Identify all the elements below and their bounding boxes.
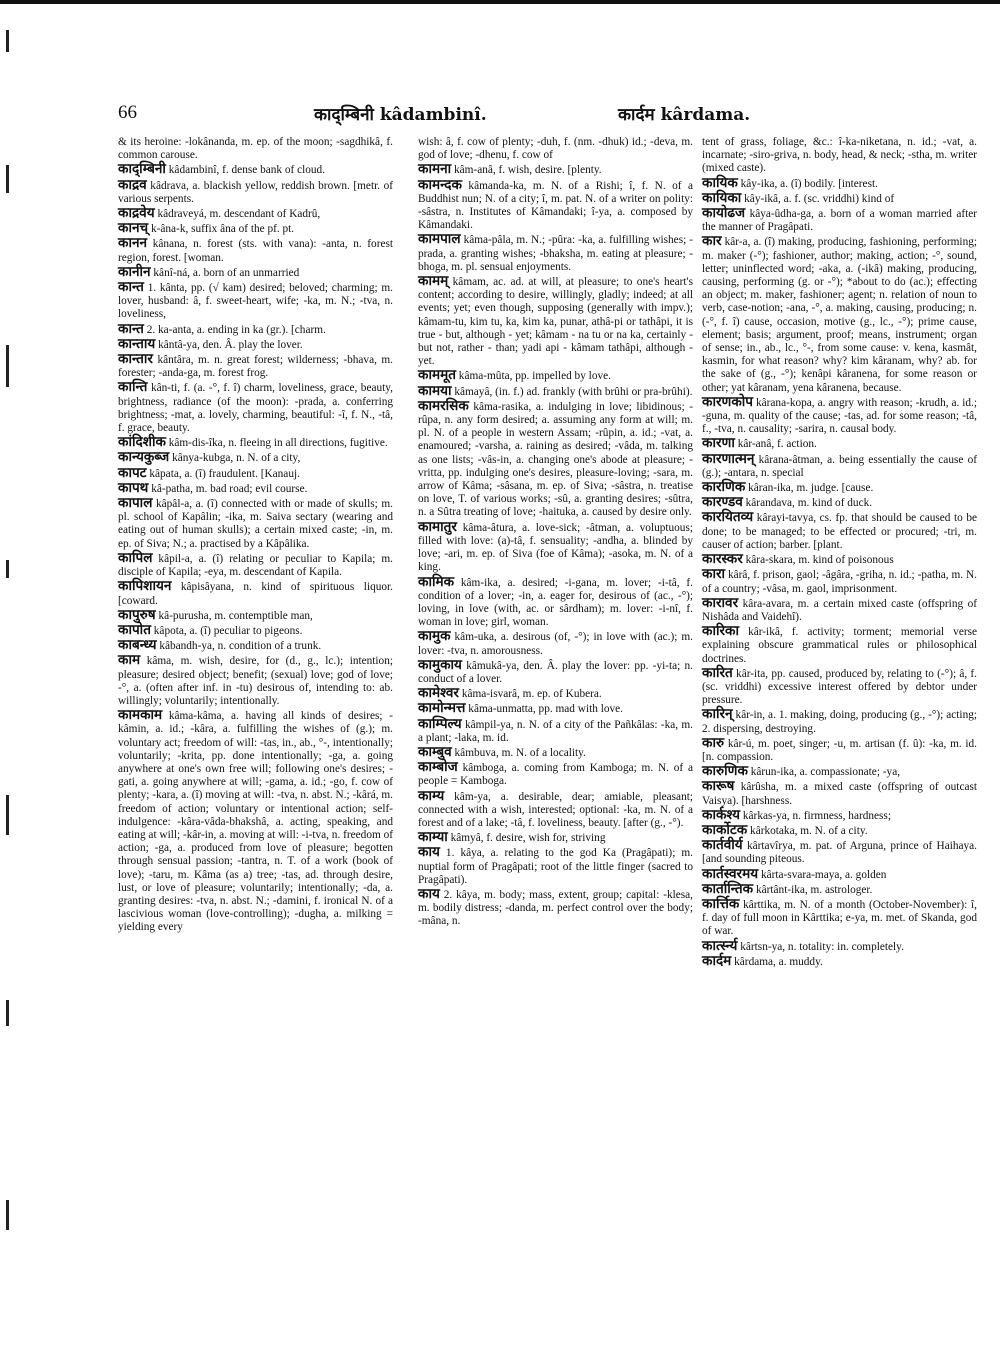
entry-headword: कारु: [702, 734, 725, 751]
dictionary-entry: [418, 382, 693, 399]
dictionary-entry: [702, 207, 977, 234]
entry-headword: काम्या: [418, 829, 448, 846]
dictionary-entry: [702, 174, 977, 191]
entry-definition: kâma, m. wish, desire, for (d., g., lc.); intention; pleasure; desired object; benefit; (sexual) love; god of love; -°, a. (often after inf. in -tu) desirous of, intending to: ab. willingly; voluntarily; intentionally.: [118, 655, 393, 707]
entry-headword: कानच्: [118, 220, 149, 237]
entry-definition: kâdambinî, f. dense bank of cloud.: [168, 164, 326, 177]
dictionary-entry: [702, 708, 977, 735]
entry-definition: wish: â, f. cow of plenty; -duh, f. (nm. -dhuk) id.; -deva, m. god of love; -dhenu, f. cow of: [418, 136, 693, 162]
entry-definition: kânya-kubga, n. N. of a city,: [172, 452, 301, 465]
entry-definition: kântâ-ya, den. Â. play the lover.: [158, 338, 303, 351]
dictionary-entry: [118, 436, 393, 450]
entry-headword: कारा: [702, 566, 726, 583]
dictionary-entry: [418, 233, 693, 274]
entry-headword: कार्कोटक: [702, 821, 748, 838]
dictionary-entry: [418, 630, 693, 657]
entry-definition: kârtavîrya, m. pat. of Arguna, prince of Haihaya. [and sounding piteous.: [702, 840, 977, 866]
entry-definition: kâr-in, a. 1. making, doing, producing (g., -°); acting; 2. dispersing, destroying.: [702, 709, 978, 735]
dictionary-entry: [702, 511, 977, 552]
dictionary-entry: [702, 437, 977, 451]
entry-definition: kârayi-tavya, cs. fp. that should be caused to be done; to be managed; to be effected or procured; -tri, m. causer of action; barber. [plant.: [702, 512, 977, 551]
entry-headword: कापोत: [118, 621, 151, 638]
entry-definition: kâpata, a. (î) fraudulent. [Kanauj.: [149, 467, 300, 480]
entry-definition: kâr-ú, m. poet, singer; -u, m. artisan (f. û): -ka, m. id. [n. compassion.: [702, 737, 977, 763]
entry-definition: kâbandh-ya, n. condition of a trunk.: [159, 640, 322, 653]
entry-headword: कारित: [702, 664, 733, 681]
dictionary-entry: [418, 743, 693, 760]
dictionary-entry: [702, 765, 977, 779]
column-3: [702, 136, 977, 970]
entry-definition: kâm-ika, a. desired; -i-gana, m. lover; -i-tâ, f. condition of a lover; -in, a. eager for, desirous of (ac., -°); loving, in love (with, ac. or sârdham); m. lover: -i-nî, f. woman in love; girl, woman.: [418, 576, 693, 629]
dictionary-entry: [418, 176, 693, 233]
entry-headword: कान्तार: [118, 351, 153, 368]
entry-headword: काम्पिल्य: [418, 715, 462, 732]
entry-definition: kârkotaka, m. N. of a city.: [750, 824, 868, 837]
entry-headword: कारिन्: [702, 706, 733, 723]
dictionary-entry: [118, 639, 393, 653]
entry-headword: काम्बुव: [418, 743, 452, 760]
dictionary-entry: [702, 952, 977, 969]
entry-definition: kâya-ûdha-ga, a. born of a woman married after the manner of Pragâpati.: [702, 208, 978, 234]
entry-definition: kâmam, ac. ad. at will, at pleasure; to one's heart's content; according to desire, willingly, gladly; indeed; at all events; yet; even though, supposing (generally with impv.); kâmam-tu, kim tu, ka, kim ka, punar, athâ-pi or tathâpi, it is true - but, although - yet; kâmam - na tu or na ka, certainly - but not, rather - than; yadi api - kâmam tathâpi, although - yet.: [418, 276, 693, 368]
entry-headword: कार्तान्तिक: [702, 880, 754, 897]
entry-headword: कापाल: [118, 495, 153, 512]
entry-definition: kâma-rasika, a. indulging in love; libidinous; -rûpa, n. any form desired; a. assuming any form at will; m. pl. N. of a people in western Assam; -rûpin, a. id.; -vat, a. enamoured; -varsha, a. raining as desired; -vâda, m. talking as one lists; -vâs-in, a. changing one's abode at pleasure; -vritta, pp. indulging one's desires, pleasure-loving; -sara, m. arrow of Kâma; -sâsana, m. ep. of Siva; -sâstra, n. treatise on love, T. of various works; -sû, a. granting desires; -sûtra, n. a Sûtra treating of love; -haituka, a. caused by desire only.: [418, 400, 693, 519]
entry-definition: tent of grass, foliage, &c.: î-ka-niketana, n. id.; -vat, a. incarnate; -siro-griva, n. body, head, & neck; -stha, m. writer (mixed caste).: [702, 136, 977, 175]
dictionary-entry: [118, 320, 393, 337]
entry-definition: kârkas-ya, n. firmness, hardness;: [742, 809, 891, 822]
entry-headword: काम्य: [418, 787, 445, 804]
entry-definition: kâmanda-ka, m. N. of a Rishi; î, f. N. of a Buddhist nun; N. of a city; î, m. pat. N. of a writer on polity: -sâstra, n. Institutes of Kâmandaki; î-ya, a. composed by Kâmandaki.: [418, 179, 693, 232]
dictionary-entry: [702, 481, 977, 495]
entry-headword: काम्बोज: [418, 759, 458, 776]
entry-headword: कारणकोप: [702, 393, 754, 410]
dictionary-entry: [702, 865, 977, 882]
dictionary-entry: [118, 497, 393, 551]
entry-headword: कायोढज: [702, 205, 746, 222]
entry-headword: कारयितव्य: [702, 509, 754, 526]
entry-headword: कांदिशीक: [118, 434, 166, 451]
dictionary-entry: [118, 353, 393, 380]
entry-definition: kâm-anâ, f. wish, desire. [plenty.: [453, 164, 602, 177]
entry-definition: kâran-ika, m. judge. [cause.: [748, 482, 874, 495]
dictionary-entry: [702, 880, 977, 897]
dictionary-entry: [118, 237, 393, 264]
entry-headword: कारणिक: [702, 479, 746, 496]
entry-definition: kâmbuva, m. N. of a locality.: [454, 746, 586, 759]
dictionary-entry: [702, 136, 977, 176]
entry-definition: kântâra, m. n. great forest; wilderness; -bhava, m. forester; -anda-ga, m. forest frog.: [118, 354, 394, 380]
dictionary-entry: [118, 654, 393, 708]
dictionary-entry: [418, 656, 693, 686]
entry-headword: कामोन्मत्त: [418, 700, 466, 717]
entry-headword: कामपाल: [418, 231, 461, 248]
dictionary-entry: [702, 780, 977, 807]
entry-definition: kâma-mûta, pp. impelled by love.: [458, 370, 611, 383]
entry-headword: कापथ: [118, 479, 149, 496]
entry-definition: kâma-unmatta, pp. mad with love.: [468, 703, 623, 716]
dictionary-entry: [702, 821, 977, 838]
entry-headword: कारुणिक: [702, 763, 748, 780]
entry-definition: kânî-ná, a. born of an unmarried: [153, 266, 300, 279]
entry-definition: 2. kâya, m. body; mass, extent, group; capital: -klesa, m. bodily distress; -danda, m. perfect control over the body; -mâna, n.: [418, 888, 693, 928]
entry-headword: कार्तस्वरमय: [702, 865, 759, 882]
dictionary-entry: [118, 709, 393, 934]
page-number: 66: [118, 102, 137, 123]
entry-definition: kân-ti, f. (a. -°, f. î) charm, loveliness, grace, beauty, brightness, radiance (of the moon): -prada, a. conferring brightness; -mat, a. lovely, charming, beautiful: -î, f. N., -tâ, f. grace, beauty.: [118, 382, 394, 435]
entry-headword: कार्कश्य: [702, 806, 741, 823]
entry-headword: कार्दम: [702, 952, 732, 969]
entry-definition: kâr-ita, pp. caused, produced by, relating to (-°); â, f. (sc. vriddhi) excessive interest offered by debtor under pressure.: [702, 667, 977, 707]
entry-headword: कामन्दक: [418, 176, 462, 193]
entry-headword: कान्ताय: [118, 335, 156, 352]
entry-definition: kâra-skara, m. kind of poisonous: [745, 554, 894, 567]
entry-headword: कापुरुष: [118, 606, 156, 623]
entry-headword: कामरसिक: [418, 397, 469, 414]
entry-headword: कामना: [418, 161, 452, 178]
entry-definition: 1. kâya, a. relating to the god Ka (Pragâpati); m. nuptial form of Pragâpati; root of the little finger (sacred to Pragâpati).: [418, 847, 693, 886]
entry-definition: kây-ikâ, a. f. (sc. vriddhi) kind of: [744, 192, 895, 205]
dictionary-entry: [702, 937, 977, 954]
entry-headword: काद्रव: [118, 176, 147, 193]
entry-headword: काम: [118, 652, 141, 669]
dictionary-entry: [118, 479, 393, 496]
dictionary-entry: [118, 281, 393, 322]
entry-definition: kâmboga, a. coming from Kamboga; m. N. of a people = Kamboga.: [418, 762, 693, 788]
dictionary-entry: [118, 606, 393, 623]
dictionary-entry: [702, 594, 977, 624]
entry-definition: kârûsha, m. a mixed caste (offspring of outcast Vaisya). [harshness.: [702, 781, 978, 807]
top-rule: [0, 0, 1000, 4]
entry-headword: कार्त्तिक: [702, 895, 740, 912]
entry-headword: काद्रवेय: [118, 205, 155, 222]
entry-headword: कापिशायन: [118, 578, 172, 595]
dictionary-entry: [418, 573, 693, 630]
dictionary-entry: [702, 553, 977, 567]
entry-definition: kârdama, a. muddy.: [734, 955, 823, 968]
entry-definition: kârtânt-ika, m. astrologer.: [755, 883, 873, 896]
dictionary-entry: [118, 621, 393, 638]
entry-definition: kâma-pâla, m. N.; -pûra: -ka, a. fulfilling wishes; -prada, a. granting wishes; -bhaksha, m. eating at pleasure; -bhoga, m. pl. sensual enjoyments.: [418, 234, 693, 273]
dictionary-entry: [702, 235, 977, 394]
column-1: [118, 136, 393, 936]
dictionary-entry: [418, 275, 693, 368]
dictionary-entry: [118, 381, 393, 435]
entry-definition: kâma-isvarâ, m. ep. of Kubera.: [461, 688, 602, 701]
entry-definition: kây-ika, a. (î) bodily. [interest.: [740, 177, 878, 190]
dictionary-entry: [418, 761, 693, 788]
column-2: [418, 136, 693, 930]
dictionary-entry: [418, 787, 693, 831]
dictionary-entry: [702, 450, 977, 480]
entry-definition: kârtsn-ya, n. totality: in. completely.: [740, 940, 904, 953]
entry-definition: kârandava, m. kind of duck.: [745, 497, 873, 510]
entry-definition: kâ-purusha, m. contemptible man,: [158, 609, 313, 622]
entry-definition: kâra-avara, m. a certain mixed caste (offspring of Nishâda and Vaidehî).: [702, 597, 977, 623]
dictionary-entry: [418, 397, 693, 520]
dictionary-entry: [702, 568, 977, 595]
entry-headword: कार: [702, 233, 722, 250]
entry-headword: कारूष: [702, 778, 735, 795]
entry-definition: kâ-patha, m. bad road; evil course.: [151, 482, 308, 495]
entry-headword: कामकाम: [118, 707, 163, 724]
dictionary-entry: [702, 625, 977, 666]
entry-definition: kâmpil-ya, n. N. of a city of the Pañkâlas: -ka, m. a plant; -laka, m. id.: [418, 718, 693, 744]
entry-definition: kârâ, f. prison, gaol; -âgâra, -griha, n. id.; -patha, m. N. of a country; -vâsa, m. gaol, imprisonment.: [702, 569, 977, 595]
dictionary-entry: [118, 464, 393, 481]
entry-headword: कामुकाय: [418, 656, 462, 673]
entry-headword: कापट: [118, 464, 147, 481]
dictionary-entry: [118, 580, 393, 607]
entry-headword: काय: [418, 844, 440, 861]
dictionary-entry: [118, 136, 393, 162]
dictionary-entry: [418, 702, 693, 716]
entry-definition: & its heroine: -lokânanda, m. ep. of the moon; -sagdhikâ, f. common carouse.: [118, 136, 393, 162]
entry-definition: kâmayâ, (in. f.) ad. frankly (with brûhi or pra-brûhi).: [454, 385, 693, 398]
entry-definition: kârttika, m. N. of a month (October-November): î, f. day of full moon in Kârttika; e-ya, m. met. of Skanda, god of war.: [702, 898, 977, 938]
entry-headword: कानीन: [118, 263, 151, 280]
entry-definition: kâr-ikâ, f. activity; torment; memorial verse explaining obscure grammatical rules or philosophical doctrines.: [702, 626, 978, 665]
header-last-word: कार्दम kârdama.: [618, 105, 751, 125]
entry-definition: kâm-ya, a. desirable, dear; amiable, pleasant; connected with a wish, interested; optional: -ka, m. N. of a forest and of a lake; -tâ, f. loveliness, beauty. [after (g., -°).: [418, 790, 693, 829]
entry-headword: कापिल: [118, 549, 153, 566]
entry-headword: काय: [418, 885, 440, 902]
entry-headword: कान्त: [118, 320, 144, 337]
running-header: [118, 102, 978, 126]
dictionary-entry: [118, 176, 394, 206]
entry-definition: kâr-anâ, f. action.: [737, 438, 817, 451]
entry-headword: कामिक: [418, 573, 455, 590]
dictionary-entry: [418, 831, 693, 845]
entry-definition: kâpisâyana, n. kind of spirituous liquor. [coward.: [118, 581, 393, 607]
entry-headword: कारावर: [702, 594, 739, 611]
entry-headword: काद्‌म्बिनी: [118, 161, 166, 178]
entry-headword: कामातुर: [418, 518, 457, 535]
dictionary-entry: [702, 393, 978, 437]
entry-headword: कान्त: [118, 279, 144, 296]
entry-headword: कायिका: [702, 189, 742, 206]
dictionary-entry: [418, 163, 693, 177]
entry-headword: कामुक: [418, 628, 451, 645]
dictionary-entry: [118, 549, 393, 579]
dictionary-entry: [418, 369, 693, 383]
dictionary-entry: [118, 451, 393, 465]
dictionary-entry: [418, 846, 693, 887]
dictionary-entry: [702, 839, 977, 866]
entry-definition: kâpil-a, a. (î) relating or peculiar to Kapila; m. disciple of Kapila; -eya, m. descendant of Kapila.: [118, 552, 393, 579]
dictionary-entry: [418, 518, 693, 575]
entry-headword: कार्त्स्न्य: [702, 937, 738, 954]
dictionary-entry: [702, 895, 977, 939]
entry-definition: kâmukâ-ya, den. Â. play the lover: pp. -yi-ta; n. conduct of a lover.: [418, 659, 693, 685]
dictionary-entry: [702, 664, 977, 708]
entry-definition: kârana-kopa, a. angry with reason; -krudh, a. id.; -guna, m. quality of the cause; -tas, ad. for some reason; -tâ, f., -tva, n. causality; -sarira, n. causal body.: [702, 396, 978, 436]
entry-definition: 2. ka-anta, a. ending in ka (gr.). [charm.: [146, 323, 326, 336]
entry-definition: kâma-kâma, a. having all kinds of desires; -kâmin, a. id.; -kâra, a. fulfilling the wishes of (g.); m. voluntary act; freedom of will: -tas, in., ab., °-, intentionally; voluntarily; -krita, pp. done intentionally; -ga, a. going anywhere at one's own free will; following one's desires; -gati, a. going anywhere at will; -gama, a. id.; -go, f. cow of plenty; -kara, a. (î) moving at will: -tva, n. abst. N.; -kârá, m. freedom of action; voluntary or intentional action; self-indulgence: -kâra-vâda-bhakshâ, a. acting, speaking, and eating at will; -kâr-in, a. moving at will: -i-tva, n. freedom of action; -ga, a. produced from love of pleasure; begotten through sensual passion; -tantra, n. T. of a work (book of love); -taru, m. Kâma (as a) tree; -tas, ad. through desire, lust, or love of pleasure; voluntarily; intentionally; -da, a. granting desires: -tva, n. abst. N.; -damini, f. ironical N. of a lascivious woman (love-controlling); -dugha, a. milking = yielding every: [118, 710, 393, 934]
entry-headword: कारिका: [702, 623, 740, 640]
entry-definition: kârun-ika, a. compassionate; -ya,: [750, 766, 901, 779]
entry-headword: कान्यकुब्ज: [118, 449, 170, 466]
entry-definition: kâm-uka, a. desirous (of, -°); in love with (ac.); m. lover: -tva, n. amorousness.: [418, 631, 693, 657]
entry-headword: कायिक: [702, 174, 738, 191]
entry-headword: कारण्डव: [702, 494, 743, 511]
dictionary-entry: [118, 207, 393, 221]
entry-headword: कामम्: [418, 273, 449, 290]
dictionary-entry: [702, 806, 977, 823]
dictionary-entry: [118, 163, 393, 177]
dictionary-entry: [418, 885, 693, 929]
entry-definition: kânana, n. forest (sts. with vana): -anta, n. forest region, forest. [woman.: [118, 238, 394, 264]
entry-headword: कारणात्मन्: [702, 450, 755, 467]
header-first-word: काद्‌म्बिनी kâdambinî.: [314, 105, 487, 125]
dictionary-entry: [702, 734, 977, 764]
entry-definition: kârana-âtman, a. being essentially the cause of (g.); -antara, n. special: [702, 453, 977, 479]
entry-headword: कामया: [418, 382, 452, 399]
entry-headword: कामेश्वर: [418, 685, 459, 702]
entry-headword: कारणा: [702, 435, 735, 452]
entry-definition: kâpâl-a, a. (î) connected with or made of skulls; m. pl. school of Kapâlin; -ika, m. Saiva sectary (wearing and eating out of human skulls); a certain mixed caste; -in, m. ep. of Siva; N.; a. practised by a Kâpâlika.: [118, 498, 393, 550]
entry-definition: 1. kânta, pp. (√ kam) desired; beloved; charming; m. lover, husband: â, f. sweet-heart, wife; -ka, m. N.; -tva, n. loveliness,: [118, 282, 393, 321]
entry-headword: कान्ति: [118, 379, 148, 396]
entry-definition: kâmyâ, f. desire, wish for, striving: [450, 832, 606, 845]
dictionary-entry: [118, 335, 393, 352]
dictionary-entry: [702, 189, 977, 206]
dictionary-entry: [118, 222, 393, 236]
entry-definition: k-âna-k, suffix âna of the pf. pt.: [150, 223, 295, 236]
entry-definition: kâpota, a. (î) peculiar to pigeons.: [153, 624, 303, 637]
entry-headword: कार्तवीर्य: [702, 837, 743, 854]
dictionary-entry: [418, 715, 693, 745]
entry-headword: काममूत: [418, 367, 456, 384]
dictionary-entry: [418, 136, 693, 162]
entry-definition: kâdraveyá, m. descendant of Kadrû,: [157, 208, 321, 221]
entry-headword: काबन्ध्य: [118, 637, 157, 654]
dictionary-entry: [118, 263, 393, 280]
entry-headword: कानन: [118, 235, 148, 252]
entry-definition: kâm-dis-îka, n. fleeing in all directions, fugitive.: [168, 437, 388, 450]
entry-definition: kârta-svara-maya, a. golden: [760, 868, 887, 881]
entry-definition: kâdrava, a. blackish yellow, reddish brown. [metr. of various serpents.: [118, 179, 394, 205]
entry-definition: kâr-a, a. (î) making, producing, fashioning, performing; m. maker (-°); fashioner, author; making, action; -°, sound, letter; uninflected word; -aka, a. (-ikâ) making, producing, causing, performing (g. or -°); *about to do (ac.); effecting an object; m. maker, fashioner; agent; n. relation of noun to verb, case-notion; -ana, -°, a. making, causing, producing; n. (-°, f. î) cause, occasion, motive (g., lc., -°); prime cause, element; basis; argument, proof; means, instrument; organ of sense; in., ab., lc., °-, from some cause: v. kena, kasmât, kasmin, for what reason? why? kim kâranam, why? ab. for the sake of (g., -°); kenâpi kâranena, for some reason or other; yat kâranam, yena kâranena, because.: [702, 236, 978, 394]
entry-definition: kâma-âtura, a. love-sick; -âtman, a. voluptuous; filled with love: (a)-tâ, f. sensuality; -andha, a. blinded by love; -ari, m. ep. of Siva (foe of Kâma); -asoka, m. N. of a king.: [418, 521, 693, 574]
entry-headword: कारस्कर: [702, 551, 743, 568]
